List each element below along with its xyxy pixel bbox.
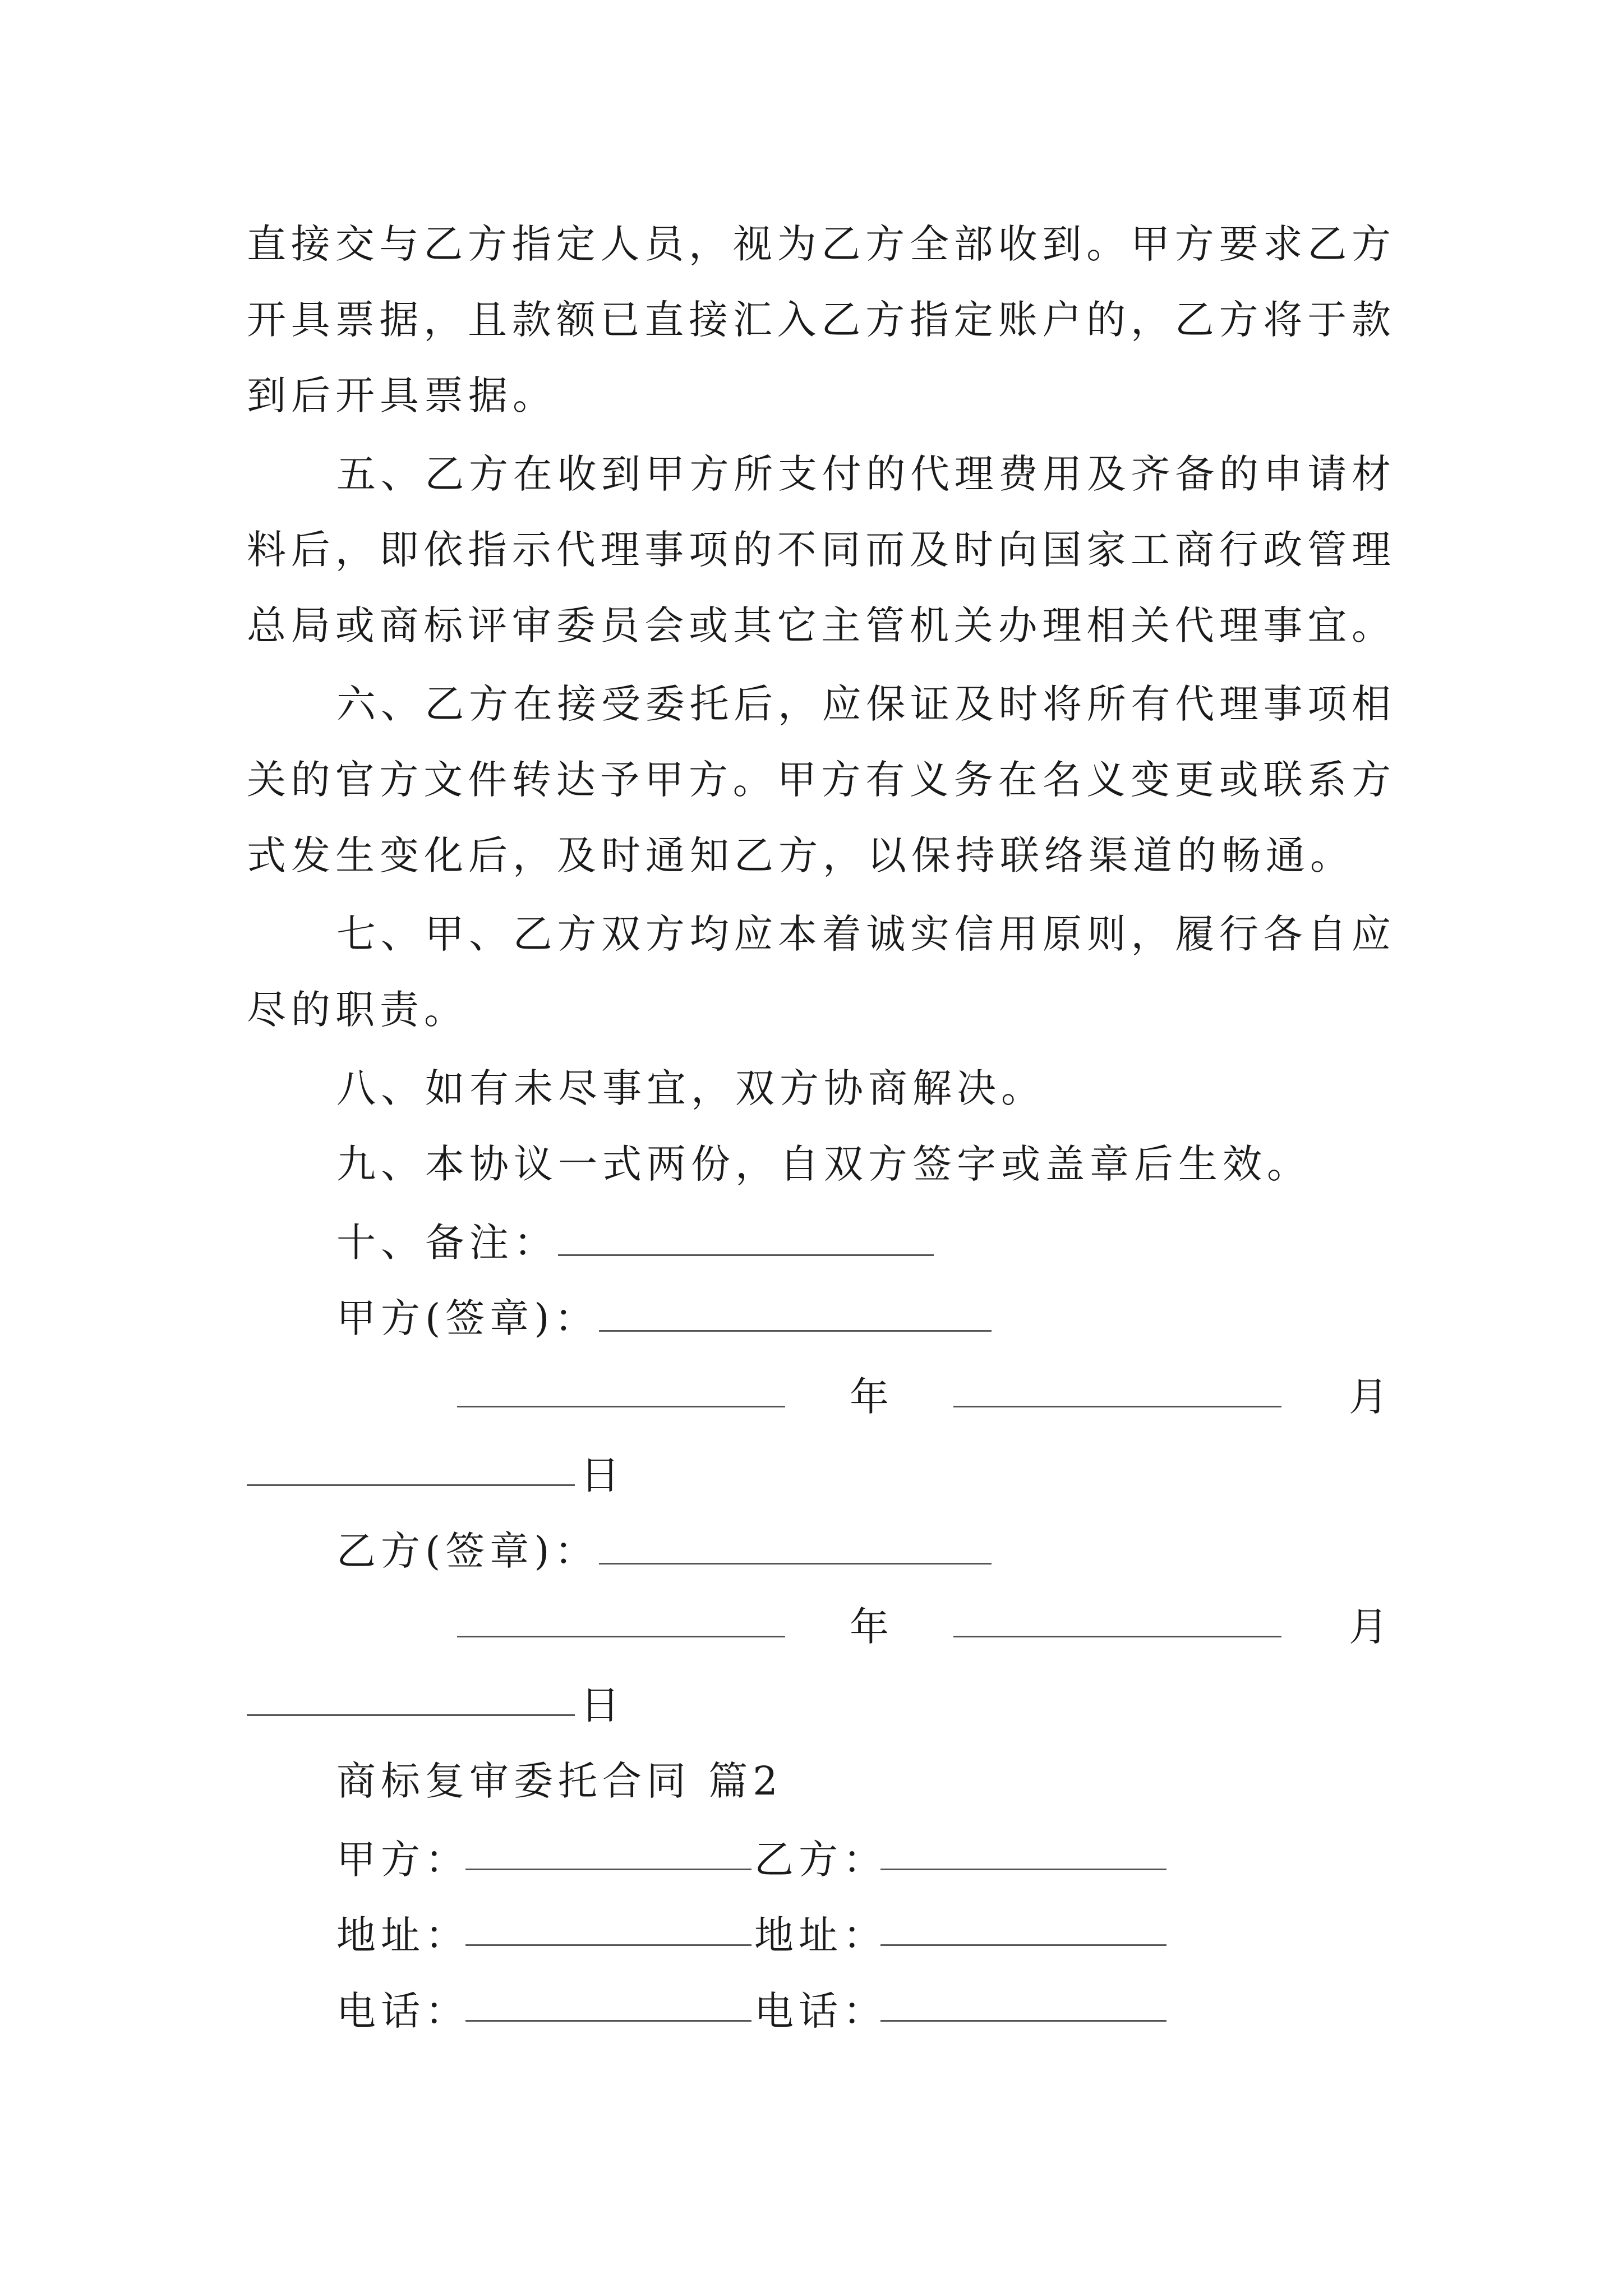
clause-5-line-2: 料后，即依指示代理事项的不同而及时向国家工商行政管理	[247, 527, 1391, 573]
clause-6-line-1: 六、乙方在接受委托后，应保证及时将所有代理事项相	[336, 681, 1391, 727]
party-a-year-blank[interactable]	[457, 1374, 785, 1407]
party-a-day-blank[interactable]	[247, 1453, 575, 1486]
clause-9: 九、本协议一式两份，自双方签字或盖章后生效。	[336, 1141, 1311, 1187]
section-2-address-b-blank[interactable]	[880, 1913, 1166, 1946]
section-2-phone-b-blank[interactable]	[880, 1989, 1166, 2022]
section-2-phone-a-label: 电话：	[336, 1988, 469, 2034]
party-a-month-blank[interactable]	[953, 1374, 1281, 1407]
clause-7-line-1: 七、甲、乙方双方均应本着诚实信用原则，履行各自应	[336, 911, 1391, 957]
remarks-blank[interactable]	[558, 1223, 934, 1256]
clause-6-line-2: 关的官方文件转达予甲方。甲方有义务在名义变更或联系方	[247, 757, 1391, 803]
section-2-phone-a-blank[interactable]	[465, 1989, 751, 2022]
clause-4-line-1: 直接交与乙方指定人员，视为乙方全部收到。甲方要求乙方	[247, 221, 1391, 267]
clause-7-line-2: 尽的职责。	[247, 987, 468, 1033]
section-2-phone-b-label: 电话：	[754, 1988, 887, 2034]
section-2-address-a-label: 地址：	[336, 1912, 469, 1958]
clause-5-line-1: 五、乙方在收到甲方所支付的代理费用及齐备的申请材	[336, 451, 1391, 497]
clause-8: 八、如有未尽事宜，双方协商解决。	[336, 1065, 1045, 1111]
section-2-title: 商标复审委托合同 篇2	[336, 1758, 783, 1804]
section-2-party-b-blank[interactable]	[880, 1837, 1166, 1870]
party-b-month-label: 月	[1349, 1604, 1388, 1650]
party-b-year-blank[interactable]	[457, 1604, 785, 1637]
section-2-address-a-blank[interactable]	[465, 1913, 751, 1946]
clause-4-line-2: 开具票据，且款额已直接汇入乙方指定账户的，乙方将于款	[247, 297, 1391, 343]
party-a-signature-blank[interactable]	[599, 1299, 992, 1332]
remarks-label: 十、备注：	[336, 1220, 558, 1266]
section-2-party-a-blank[interactable]	[465, 1837, 751, 1870]
section-2-party-a-label: 甲方：	[336, 1837, 469, 1883]
clause-10-remarks	[336, 1220, 1391, 1266]
clause-6-line-3: 式发生变化后，及时通知乙方，以保持联络渠道的畅通。	[247, 832, 1354, 878]
party-a-month-label: 月	[1349, 1374, 1388, 1420]
party-a-signature-label: 甲方(签章)：	[336, 1295, 599, 1341]
party-b-signature-blank[interactable]	[599, 1531, 992, 1565]
party-a-day-label: 日	[580, 1452, 620, 1498]
clause-4-line-3: 到后开具票据。	[247, 372, 557, 418]
party-b-signature	[336, 1528, 1391, 1574]
party-b-day-blank[interactable]	[247, 1683, 575, 1716]
section-2-party-b-label: 乙方：	[754, 1837, 887, 1883]
party-b-signature-label: 乙方(签章)：	[336, 1528, 599, 1574]
party-a-year-label: 年	[850, 1374, 889, 1420]
party-b-month-blank[interactable]	[953, 1604, 1281, 1637]
section-2-address-b-label: 地址：	[754, 1912, 887, 1958]
party-b-day-label: 日	[580, 1682, 620, 1728]
party-a-signature	[336, 1295, 1391, 1341]
party-b-year-label: 年	[850, 1604, 889, 1650]
clause-5-line-3: 总局或商标评审委员会或其它主管机关办理相关代理事宜。	[247, 602, 1391, 648]
